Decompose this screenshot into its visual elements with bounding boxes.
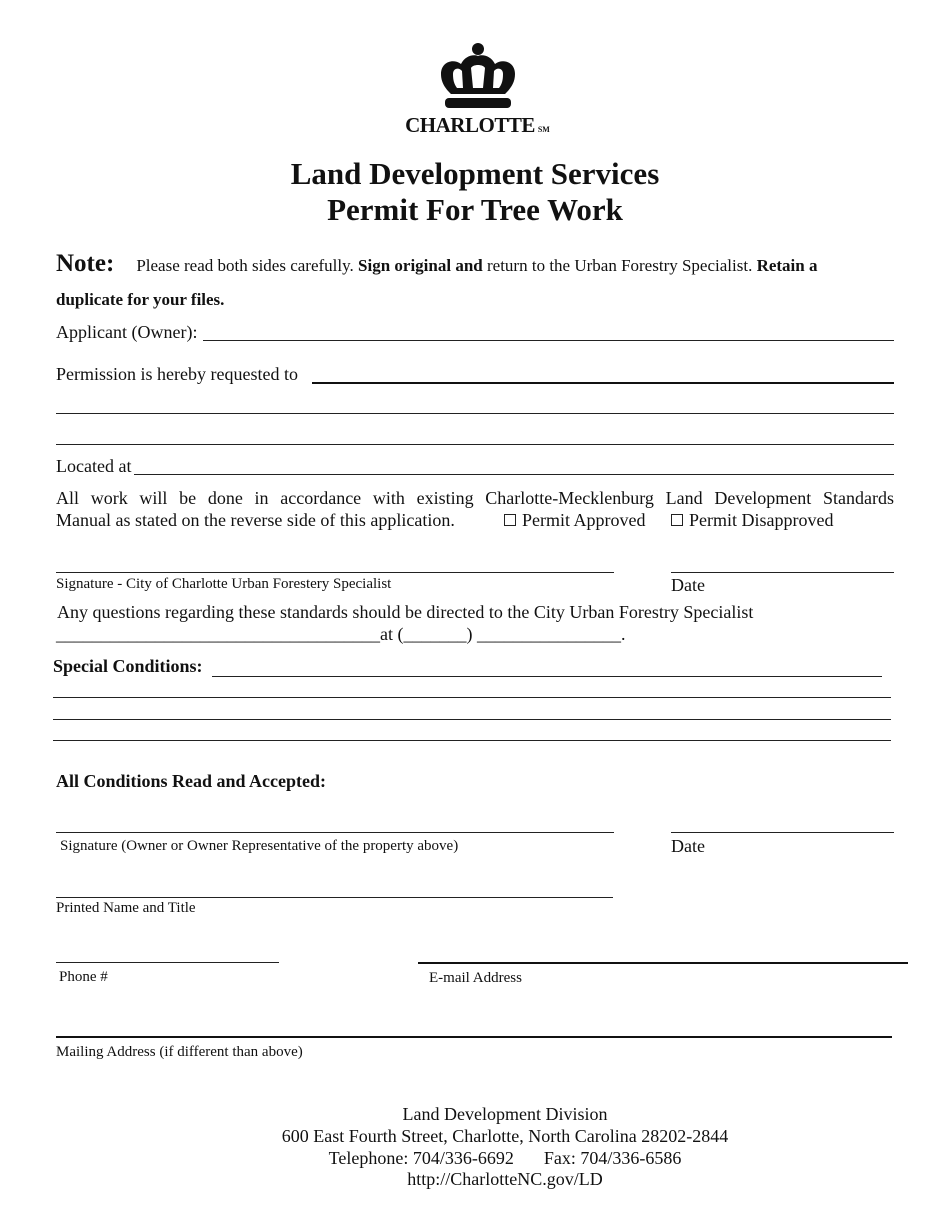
special-conditions-line-2[interactable] bbox=[53, 697, 891, 698]
specialist-signature-label: Signature - City of Charlotte Urban Forestery Specialist bbox=[56, 576, 392, 592]
specialist-signature-field[interactable] bbox=[56, 572, 614, 573]
page-title: Land Development Services bbox=[290, 156, 660, 191]
logo-service-mark: SM bbox=[537, 125, 550, 134]
special-conditions-label: Special Conditions: bbox=[53, 656, 203, 676]
permission-field-line-2[interactable] bbox=[56, 413, 894, 414]
owner-signature-field[interactable] bbox=[56, 832, 614, 833]
located-field[interactable] bbox=[134, 474, 894, 475]
questions-text-line-2: ____________________________________at (_______) ________________. bbox=[56, 624, 626, 644]
crown-icon bbox=[433, 40, 523, 112]
permission-field[interactable] bbox=[312, 382, 894, 384]
charlotte-logo bbox=[395, 40, 560, 138]
accepted-heading: All Conditions Read and Accepted: bbox=[56, 771, 327, 791]
permit-approved-option[interactable] bbox=[504, 510, 646, 531]
footer-contact bbox=[0, 1147, 950, 1169]
owner-date-label: Date bbox=[671, 836, 705, 856]
questions-text-line-1: Any questions regarding these standards should be directed to the City Urban Forestry Specialist bbox=[57, 602, 754, 622]
printed-name-label: Printed Name and Title bbox=[56, 900, 196, 916]
special-conditions-line-3[interactable] bbox=[53, 719, 891, 720]
mailing-address-label: Mailing Address (if different than above) bbox=[56, 1044, 303, 1060]
specialist-date-field[interactable] bbox=[671, 572, 894, 573]
note-line-1 bbox=[56, 250, 896, 278]
footer-division: Land Development Division bbox=[402, 1104, 608, 1124]
owner-signature-label: Signature (Owner or Owner Representative of the property above) bbox=[60, 838, 459, 854]
email-field[interactable] bbox=[418, 962, 908, 964]
footer-telephone: Telephone: 704/336-6692 bbox=[328, 1148, 514, 1168]
located-label: Located at bbox=[56, 456, 132, 476]
permit-approved-label: Permit Approved bbox=[522, 510, 646, 530]
owner-date-field[interactable] bbox=[671, 832, 894, 833]
mailing-address-field[interactable] bbox=[56, 1036, 892, 1038]
footer-address: 600 East Fourth Street, Charlotte, North Carolina 28202-2844 bbox=[281, 1126, 729, 1146]
special-conditions-line-4[interactable] bbox=[53, 740, 891, 741]
logo-wordmark: CHARLOTTE bbox=[405, 113, 535, 137]
footer-fax: Fax: 704/336-6586 bbox=[543, 1148, 682, 1168]
permit-disapproved-label: Permit Disapproved bbox=[689, 510, 834, 530]
note-bold-1: Sign original and bbox=[358, 256, 483, 275]
permit-disapproved-option[interactable] bbox=[671, 510, 833, 531]
permission-field-line-3[interactable] bbox=[56, 444, 894, 445]
phone-label: Phone # bbox=[59, 969, 108, 985]
printed-name-field[interactable] bbox=[56, 897, 613, 898]
footer-url[interactable]: http://CharlotteNC.gov/LD bbox=[407, 1169, 603, 1189]
phone-field[interactable] bbox=[56, 962, 279, 963]
email-label: E-mail Address bbox=[429, 970, 522, 986]
specialist-date-label: Date bbox=[671, 575, 705, 595]
note-text-2: return to the Urban Forestry Specialist. bbox=[482, 256, 757, 275]
note-text-1: Please read both sides carefully. bbox=[136, 256, 359, 275]
checkbox-icon[interactable] bbox=[671, 514, 683, 526]
note-bold-2: Retain a bbox=[756, 256, 818, 275]
checkbox-icon[interactable] bbox=[504, 514, 516, 526]
note-label: Note: bbox=[56, 250, 115, 277]
applicant-label: Applicant (Owner): bbox=[56, 322, 198, 342]
standards-text-line-1: All work will be done in accordance with existing Charlotte-Mecklenburg Land Development Standards bbox=[56, 488, 894, 508]
page-subtitle: Permit For Tree Work bbox=[327, 192, 623, 227]
applicant-field[interactable] bbox=[203, 340, 894, 341]
note-line-2: duplicate for your files. bbox=[56, 290, 225, 309]
permission-label: Permission is hereby requested to bbox=[56, 364, 298, 384]
special-conditions-field[interactable] bbox=[212, 676, 882, 677]
standards-text-line-2: Manual as stated on the reverse side of this application. bbox=[56, 510, 455, 530]
